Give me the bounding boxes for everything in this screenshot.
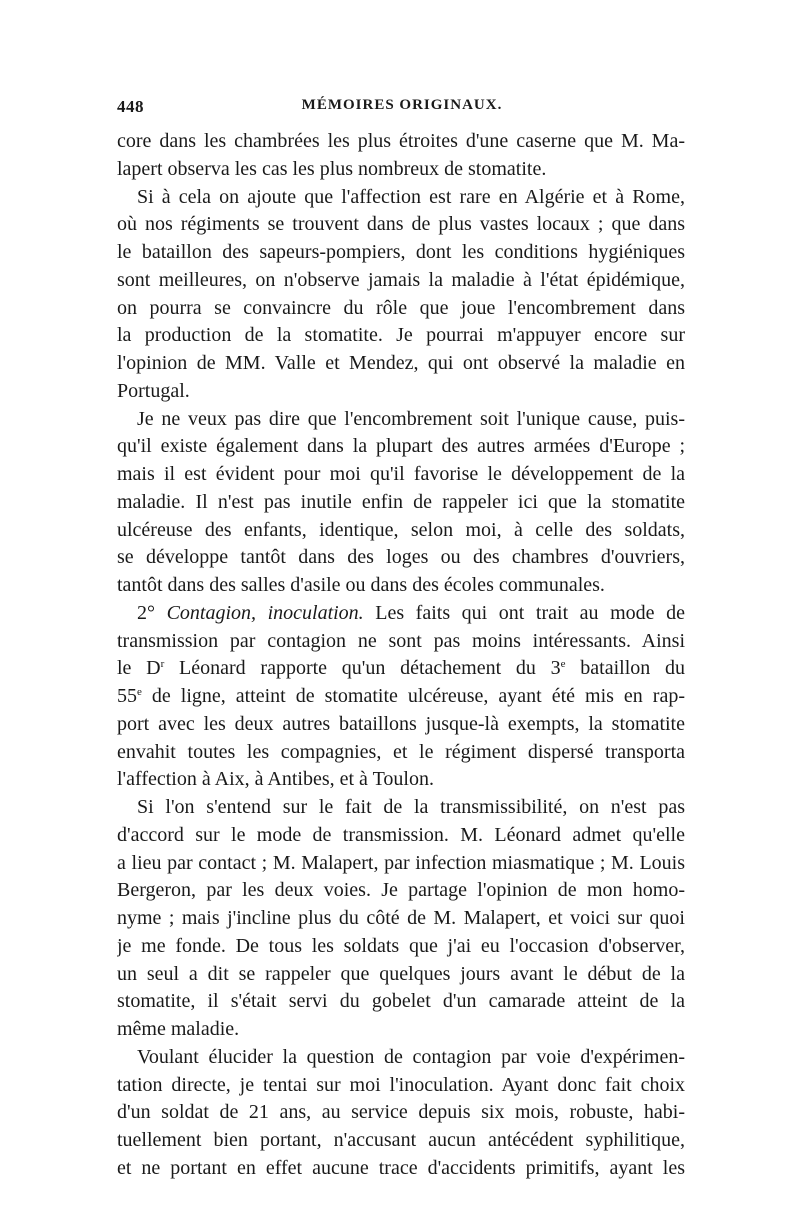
- text-line: même maladie.: [117, 1018, 240, 1040]
- text-line: tation directe, je tentai sur moi l'inoculation. Ayant donc fait choix: [117, 1073, 685, 1096]
- superscript: e: [137, 686, 142, 698]
- text-line: a lieu par contact ; M. Malapert, par infection miasmatique ; M. Louis: [117, 851, 685, 874]
- text-line: Si à cela on ajoute que l'affection est rare en Algérie et à Rome,: [137, 185, 685, 208]
- section-text: Les faits qui ont trait au mode de: [363, 601, 685, 624]
- text-line: la production de la stomatite. Je pourrai m'appuyer encore sur: [117, 324, 685, 347]
- text-fragment: de ligne, atteint de stomatite ulcéreuse, ayant été mis en rap-: [141, 685, 685, 707]
- text-fragment: Léonard rapporte qu'un détachement du 3: [164, 657, 561, 680]
- text-line: core dans les chambrées les plus étroites d'une caserne que M. Ma-: [117, 130, 685, 152]
- section-heading-line: [117, 600, 685, 628]
- page-header: [117, 97, 687, 123]
- text-line: tuellement bien portant, n'accusant aucun antécédent syphilitique,: [117, 1129, 685, 1151]
- text-line: maladie. Il n'est pas inutile enfin de rappeler ici que la stomatite: [117, 490, 685, 513]
- text-line: on pourra se convaincre du rôle que joue l'encombrement dans: [117, 296, 685, 319]
- text-line: qu'il existe également dans la plupart des autres armées d'Europe ;: [117, 435, 685, 458]
- section-number: 2°: [137, 601, 167, 624]
- text-line: sont meilleures, on n'observe jamais la maladie à l'état épidémique,: [117, 268, 685, 291]
- text-line: nyme ; mais j'incline plus du côté de M. Malapert, et voici sur quoi: [117, 907, 685, 929]
- text-line: d'un soldat de 21 ans, au service depuis six mois, robuste, habi-: [117, 1101, 685, 1124]
- text-line: [117, 683, 685, 711]
- text-line: l'opinion de MM. Valle et Mendez, qui ont observé la maladie en: [117, 352, 685, 374]
- text-line: transmission par contagion ne sont pas moins intéressants. Ainsi: [117, 629, 685, 652]
- text-line: mais il est évident pour moi qu'il favorise le développement de la: [117, 463, 685, 485]
- text-fragment: bataillon du: [565, 657, 685, 680]
- text-fragment: le D: [117, 657, 161, 680]
- text-line: d'accord sur le mode de transmission. M. Léonard admet qu'elle: [117, 823, 685, 846]
- text-line: je me fonde. De tous les soldats que j'ai eu l'occasion d'observer,: [117, 934, 685, 957]
- text-line: Portugal.: [117, 379, 190, 402]
- superscript: e: [560, 658, 566, 671]
- body-text: [117, 128, 685, 1183]
- text-line: port avec les deux autres bataillons jusque-là exempts, la stomatite: [117, 712, 685, 735]
- text-line: [117, 655, 685, 683]
- text-line: Je ne veux pas dire que l'encombrement soit l'unique cause, puis-: [137, 407, 685, 430]
- superscript: r: [160, 658, 165, 671]
- text-line: stomatite, il s'était servi du gobelet d'un camarade atteint de la: [117, 990, 685, 1013]
- text-line: ulcéreuse des enfants, identique, selon moi, à celle des soldats,: [117, 518, 685, 541]
- text-line: Bergeron, par les deux voies. Je partage l'opinion de mon homo-: [117, 879, 685, 902]
- section-title: Contagion, inoculation.: [166, 601, 364, 624]
- text-line: se développe tantôt dans des loges ou des chambres d'ouvriers,: [117, 546, 685, 569]
- text-line: l'affection à Aix, à Antibes, et à Toulon.: [117, 768, 434, 791]
- running-title: MÉMOIRES ORIGINAUX.: [301, 97, 503, 113]
- text-line: et ne portant en effet aucune trace d'accidents primitifs, ayant les: [117, 1156, 685, 1179]
- text-line: tantôt dans des salles d'asile ou dans des écoles communales.: [117, 574, 605, 596]
- text-line: où nos régiments se trouvent dans de plus vastes locaux ; que dans: [117, 213, 685, 236]
- text-line: un seul a dit se rappeler que quelques jours avant le début de la: [117, 962, 685, 985]
- text-line: le bataillon des sapeurs-pompiers, dont les conditions hygiéniques: [117, 241, 685, 263]
- text-line: Si l'on s'entend sur le fait de la transmissibilité, on n'est pas: [137, 796, 685, 818]
- text-line: lapert observa les cas les plus nombreux de stomatite.: [117, 157, 547, 180]
- text-fragment: 55: [117, 685, 137, 707]
- text-line: Voulant élucider la question de contagion par voie d'expérimen-: [137, 1045, 685, 1068]
- page-number: 448: [117, 97, 144, 116]
- text-line: envahit toutes les compagnies, et le régiment dispersé transporta: [117, 740, 685, 763]
